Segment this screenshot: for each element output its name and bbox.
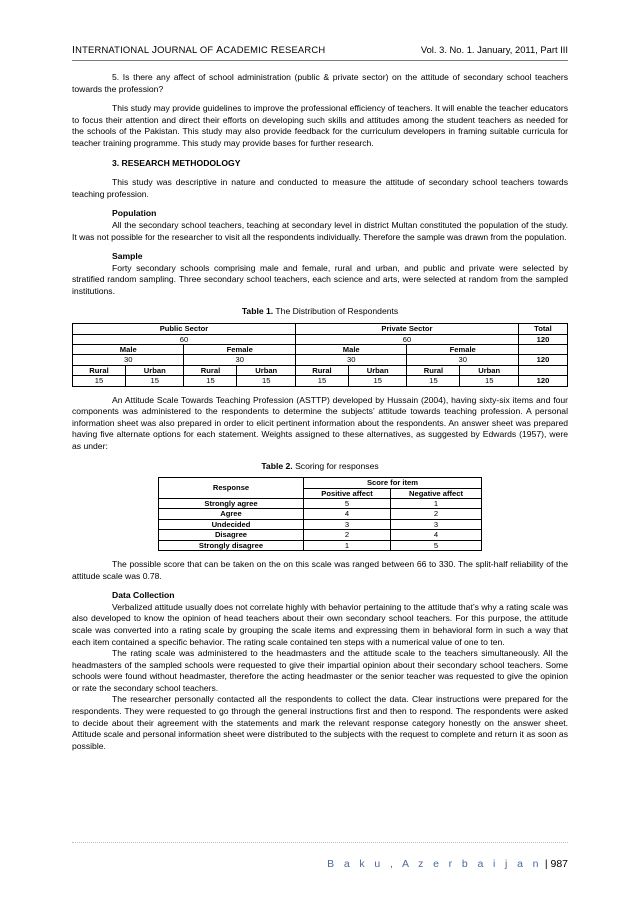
distribution-table: [72, 323, 568, 386]
total-count-3: 120: [518, 376, 567, 386]
private-female-count: 30: [407, 355, 518, 365]
article-body: [72, 72, 568, 752]
table-cell: 15: [237, 376, 295, 386]
methodology-paragraph: This study was descriptive in nature and conducted to measure the attitude of secondary school teachers towards teaching profession.: [72, 177, 568, 199]
rural-header: Rural: [407, 365, 460, 375]
running-header: [72, 44, 568, 58]
table-cell: 15: [460, 376, 518, 386]
public-sector-header: Public Sector: [73, 324, 296, 334]
methodology-heading: 3. RESEARCH METHODOLOGY: [112, 157, 241, 168]
table-cell: 15: [73, 376, 126, 386]
data-collection-heading: Data Collection: [112, 590, 175, 601]
journal-name: INTERNATIONAL JOURNAL OF ACADEMIC RESEARCH: [72, 44, 326, 56]
private-sector-header: Private Sector: [295, 324, 518, 334]
negative-score: 2: [391, 509, 482, 519]
population-heading: Population: [112, 208, 157, 219]
rural-header: Rural: [295, 365, 348, 375]
table-row: [159, 498, 482, 508]
positive-score: 4: [304, 509, 391, 519]
table-row: [159, 519, 482, 529]
score-header: Score for item: [304, 478, 482, 488]
private-count: 60: [295, 334, 518, 344]
public-count: 60: [73, 334, 296, 344]
urban-header: Urban: [460, 365, 518, 375]
data-collection-paragraph-1: Verbalized attitude usually does not correlate highly with behavior pertaining to the attitude that’s why a rating scale was also developed to know the opinion of head teachers about their own secondary school teachers. For this purpose, the attitude scale was converted into a rating scale by grouping the scale items and expressing them in behavioral form in such a way that each item contained a specific behavior. The rating scale contained ten steps with a numerical value of one to ten.: [72, 601, 568, 647]
footer-location: B a k u , A z e r b a i j a n: [327, 858, 542, 870]
data-collection-paragraph-3: The researcher personally contacted all the respondents to collect the data. Clear instructions were prepared for the respondents. They were requested to go through the general instructions first and then to respond. The respondents were asked to decide about their agreement with the statements and mark the relevant response category honestly on the answer sheet. Attitude scale and personal information sheet were distributed to the subjects with the request to complete and return it as soon as possible.: [72, 694, 568, 751]
population-paragraph: All the secondary school teachers, teaching at secondary level in district Multan constituted the population of the study. It was not possible for the researcher to visit all the respondents individually. Therefore the sample was drawn from the population.: [72, 219, 568, 242]
positive-score: 2: [304, 530, 391, 540]
positive-score: 5: [304, 498, 391, 508]
question-5: 5. Is there any affect of school administration (public & private sector) on the attitude of secondary school teachers towards the profession?: [72, 72, 568, 94]
significance-paragraph: This study may provide guidelines to improve the professional efficiency of teachers. It will enable the teacher educators to focus their attention and direct their efforts on developing such skills and attitudes among the student teachers as needed for the schools of the Pakistan. This study may also provide feedback for the curriculum developers in framing suitable curricula for teacher training programme. This study may provide bases for further research.: [72, 103, 568, 148]
urban-header: Urban: [237, 365, 295, 375]
table-cell: 15: [126, 376, 184, 386]
negative-header: Negative affect: [391, 488, 482, 498]
header-rule: [72, 60, 568, 61]
negative-score: 1: [391, 498, 482, 508]
response-label: Undecided: [159, 519, 304, 529]
table-cell: 15: [295, 376, 348, 386]
negative-score: 4: [391, 530, 482, 540]
total-count: 120: [518, 334, 567, 344]
table-row: [159, 530, 482, 540]
response-label: Disagree: [159, 530, 304, 540]
table-row: [159, 509, 482, 519]
table-cell: 15: [348, 376, 406, 386]
data-collection-paragraph-2: The rating scale was administered to the headmasters and the attitude scale to the teachers simultaneously. All the headmasters of the sampled schools were requested to give their impartial opinion about their secondary school teachers. Some schools were found without headmaster, therefore the acting headmaster or the senior teacher was requested to give the opinion or rate the secondary school teachers.: [72, 648, 568, 693]
positive-score: 3: [304, 519, 391, 529]
asttp-paragraph: An Attitude Scale Towards Teaching Profession (ASTTP) developed by Hussain (2004), having sixty-six items and four components was administered to the respondents to determine the subjects’ attitude towards teaching profession. A personal information sheet was also prepared in order to elicit pertinent information about the respondents. An answer sheet was prepared having five alternate options for each statement. Weights assigned to these alternatives, as suggested by Edwards (1957), were as under:: [72, 394, 568, 451]
response-label: Strongly agree: [159, 498, 304, 508]
positive-header: Positive affect: [304, 488, 391, 498]
score-range-paragraph: The possible score that can be taken on the on this scale was ranged between 66 to 330. The split-half reliability of the attitude scale was 0.78.: [72, 558, 568, 581]
public-male-header: Male: [73, 344, 184, 354]
private-male-count: 30: [295, 355, 406, 365]
table-cell: 15: [184, 376, 237, 386]
positive-score: 1: [304, 540, 391, 550]
urban-header: Urban: [126, 365, 184, 375]
issue-info: Vol. 3. No. 1. January, 2011, Part III: [420, 44, 568, 55]
response-label: Agree: [159, 509, 304, 519]
negative-score: 3: [391, 519, 482, 529]
public-male-count: 30: [73, 355, 184, 365]
table-row: [159, 540, 482, 550]
response-label: Strongly disagree: [159, 540, 304, 550]
table-cell: 15: [407, 376, 460, 386]
rural-header: Rural: [184, 365, 237, 375]
sample-heading: Sample: [112, 251, 143, 262]
total-blank: [518, 344, 567, 354]
urban-header: Urban: [348, 365, 406, 375]
public-female-count: 30: [184, 355, 295, 365]
total-header: Total: [518, 324, 567, 334]
rural-header: Rural: [73, 365, 126, 375]
scoring-table: [158, 477, 482, 551]
table1-caption: Table 1. The Distribution of Respondents: [241, 305, 399, 316]
negative-score: 5: [391, 540, 482, 550]
total-count-2: 120: [518, 355, 567, 365]
footer-rule: [72, 842, 568, 843]
table2-caption: Table 2. Scoring for responses: [261, 460, 379, 471]
private-female-header: Female: [407, 344, 518, 354]
public-female-header: Female: [184, 344, 295, 354]
page-number: | 987: [544, 858, 568, 870]
page-footer: [327, 858, 568, 870]
total-blank: [518, 365, 567, 375]
private-male-header: Male: [295, 344, 406, 354]
sample-paragraph: Forty secondary schools comprising male and female, rural and urban, and public and private were selected by stratified random sampling. Three secondary school teachers, each science and arts, were selected at random from the sampled institutions.: [72, 262, 568, 296]
response-header: Response: [159, 478, 304, 499]
